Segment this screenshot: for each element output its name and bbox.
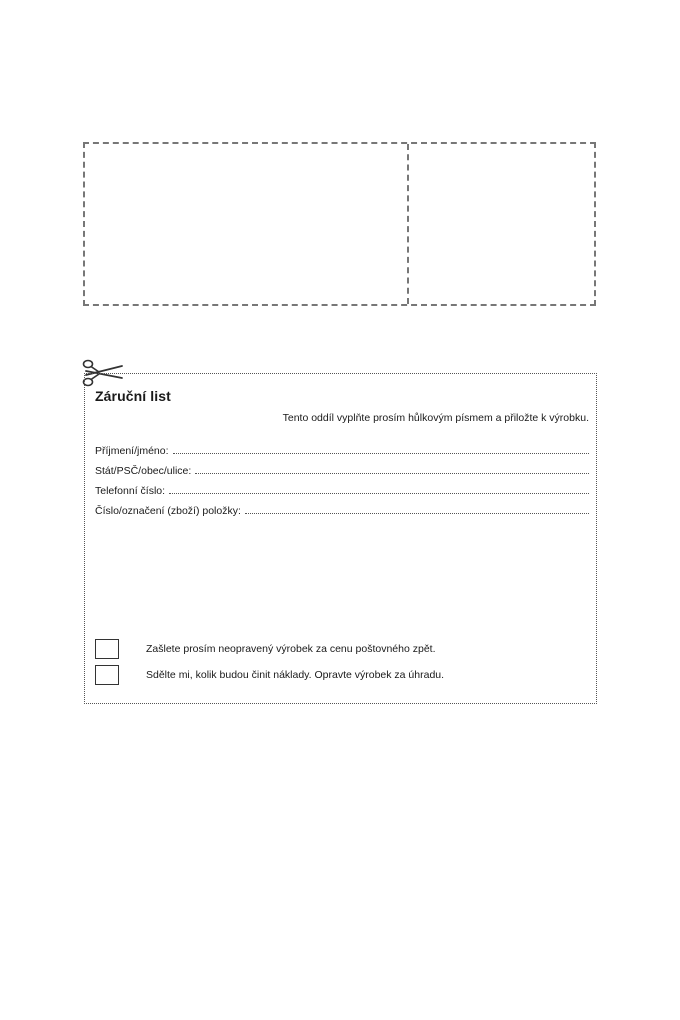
option-label-quote-repair: Sdělte mi, kolik budou činit náklady. Opravte výrobek za úhradu.	[146, 669, 445, 681]
field-row-item-number	[95, 505, 589, 525]
checkbox-quote-repair[interactable]	[95, 665, 119, 685]
field-label-address: Stát/PSČ/obec/ulice:	[95, 465, 192, 477]
field-line-address[interactable]	[195, 465, 589, 474]
contact-fields	[95, 445, 589, 525]
card-title: Záruční list	[95, 388, 171, 404]
address-box-divider	[407, 144, 409, 304]
field-label-item-number: Číslo/označení (zboží) položky:	[95, 505, 241, 517]
field-label-name: Příjmení/jméno:	[95, 445, 169, 457]
option-quote-repair	[95, 665, 444, 685]
field-line-phone[interactable]	[169, 485, 589, 494]
field-line-item-number[interactable]	[245, 505, 589, 514]
field-label-phone: Telefonní číslo:	[95, 485, 166, 497]
fill-instruction: Tento oddíl vyplňte prosím hůlkovým písmem a přiložte k výrobku.	[282, 412, 589, 424]
field-row-phone	[95, 485, 589, 505]
field-line-name[interactable]	[173, 445, 589, 454]
option-label-return-unrepaired: Zašlete prosím neopravený výrobek za cenu poštovného zpět.	[146, 643, 436, 655]
warranty-card	[84, 373, 597, 704]
field-row-name	[95, 445, 589, 465]
checkbox-return-unrepaired[interactable]	[95, 639, 119, 659]
option-return-unrepaired	[95, 639, 436, 659]
address-cutout-box	[83, 142, 596, 306]
field-row-address	[95, 465, 589, 485]
